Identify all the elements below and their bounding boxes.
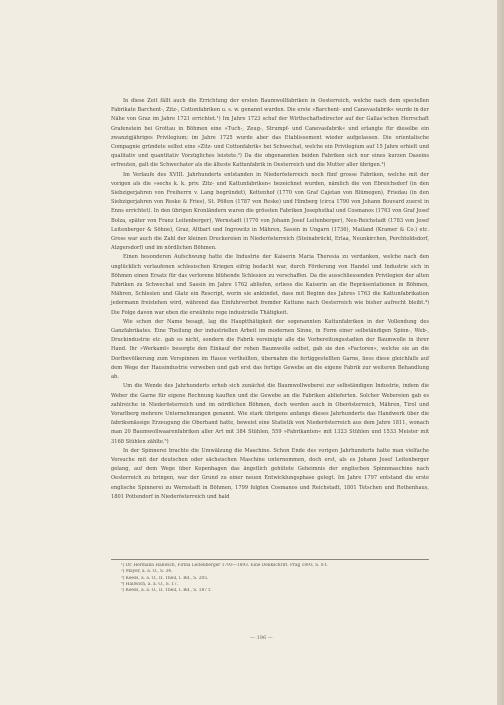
paragraph: In der Spinnerei brachte die Umwälzung die Maschine. Schon Ende des vorigen Jahrhunderts hatte man vielfache Versuche mit der deutschen oder sächsischen Maschine unternommen, doch erst, als es Johann Josef Leitenberger gelang, auf dem Wege über Kopenhagen das ängstlich gehütete Geheimnis der englischen Spinnmaschine nach Oesterreich zu bringen, war der Grund zu einer neuen Entwicklungsphase gelegt. Im Jahre 1797 entstand die erste englische Spinnerei zu Wernstadt in Böhmen, 1799 folgten Cosmanos und Reichstadt, 1801 Tetschen und Rothenhaus, 1801 Pottendorf in Niederösterreich und bald (111, 447, 429, 500)
footnote: ²) Mayer, a. a. O., S. 34. (121, 569, 173, 575)
paragraph: In diese Zeit fällt auch die Errichtung der ersten Baumwollfabriken in Oesterreich, welche nach dem speciellen Fabrikate Barchent-, Zitz-, Cottonfabriken u. s. w. genannt wurden. Die erste »Barchent- und Canevasfabrik« wurde in der Nähe von Graz im Jahre 1721 errichtet.¹) Im Jahre 1723 schuf der Wirthschaftsdirector auf der Gallas'schen Herrschaft Grafenstein bei Grottau in Böhmen eine »Tuch-, Zeug-, Strumpf- und Canevasfabrik« und erlangte für dieselbe ein zwanzigjähriges Privilegium; im Jahre 1725 wurde aber das Etablissement wieder aufgelassen. Die orientalische Compagnie gründete selbst eine »Zitz- und Cottonfabrik« bei Schwechat, welche ein Privilegium auf 15 Jahre erhielt und qualitativ und quantitativ Vorzügliches leistete.²) Da die obgenannten beiden Fabriken sich nur eines kurzen Daseins erfreuten, galt die Schwechater als die älteste Kattunfabrik in Oesterreich und die Mutter aller übrigen.³) (111, 98, 429, 169)
paragraph: Wie schon der Name besagt, lag die Hauptthätigkeit der sogenannten Kattunfabriken in der Vollendung des Ganzfabrikates. Eine Theilung der industriellen Arbeit im modernen Sinne, in Form einer selbständigen Spinn-, Web-, Druckindustrie etc. gab es nicht, sondern die Fabrik vereinigte alle die Vorbereitungsstadien der Baumwolle in ihrer Hand. Ihr »Werkamt« besorgte den Einkauf der rohen Baumwolle selbst, gab sie den »Factoren«, welche sie an die Dorfbevölkerung zum Verspinnen im Hause vertheilten, übernahm die fertiggestellten Garne, liess diese gleichfalls auf dem Wege der Hausindustrie verweben und gab erst das fertige Gewebe an die eigene Fabrik zur weiteren Behandlung ab. (111, 318, 429, 381)
footnote: ⁵) Keess, a. a. O., II. Theil, I. Bd., S. 187 f. (121, 588, 212, 594)
page-number: — 196 — (250, 635, 273, 641)
paragraph: Um die Wende des Jahrhunderts erhob sich zunächst die Baumwollweberei zur selbständigen Industrie, indem die Weber die Garne für eigene Rechnung kauften und die Gewebe an die Fabriken ablieferten. Solcher Webereien gab es zahlreiche in Niederösterreich und im nördlichen Böhmen, doch werden auch in Oberösterreich, Mähren, Tirol und Vorarlberg mehrere Unternehmungen genannt. Wie stark übrigens anfangs dieses Jahrhunderts das Handwerk über die fabriksmässige Erzeugung die Oberhand hatte, beweist eine Statistik von Niederösterreich aus dem Jahre 1811, wonach man 20 Baumwollwaarenfabriken aller Art mit 384 Stühlen, 559 »Fabrikanten« mit 1323 Stühlen und 1533 Meister mit 3168 Stühlen zählte.⁵) (111, 383, 429, 445)
page-edge (497, 0, 504, 705)
footnote: ³) Keess, a. a. O., II. Theil, I. Bd., S. 205. (121, 575, 209, 581)
footnotes (111, 559, 429, 594)
body-text (111, 97, 429, 502)
footnote: ⁴) Hallwich, a. a. O., S. 17. (121, 581, 179, 587)
paragraph: Im Verlaufe des XVIII. Jahrhunderts entstanden in Niederösterreich noch fünf grosse Fabriken, welche mit der vorigen als die »sechs k. k. priv. Zitz- und Kattunfabriken« bezeichnet wurden, nämlich die von Ebreichsdorf (in den Siebzigerjahren von Freiherrn v. Lang begründet), Kettenhof (1770 von Graf Cajetan von Blümegen), Friedau (in den Siebzigerjahren von Reske & Fries), St. Pölten (1787 von Reske) und Himberg (circa 1790 von Johann Bouvard zuerst in Enns errichtet). In den übrigen Kronländern waren die grössten Fabriken Josephsthal und Cosmanos (1763 von Graf Josef Bolza, später von Franz Leitenberger), Wernstadt (1770 von Johann Josef Leitenberger), Neu-Reichstadt (1783 von Josef Leitenberger & Söhne), Graz, Altbart und Ingrowitz in Mähren, Sassin in Ungarn (1736), Mailand (Kramer & Co.) etc. Gross war auch die Zahl der kleinen Druckereien in Niederösterreich (Steinabrückl, Erlaa, Neunkirchen, Perchtoldsdorf, Atzgersdorf) und im nördlichen Böhmen. (111, 171, 429, 252)
footnote: ¹) Dr. Hermann Hallwich, Firma Leitenberger 1793—1893. Eine Denkschrift. Prag 1893, S. 8 f. (121, 563, 328, 568)
paragraph: Einen besonderen Aufschwung hatte die Industrie der Kaiserin Maria Theresia zu verdanken, welche nach den unglücklich verlaufenen schlesischen Kriegen eifrig bedacht war, durch Förderung von Handel und Industrie sich in Böhmen einen Ersatz für das verlorene blühende Schlesien zu verschaffen. Da die ausschliessenden Privilegien der alten Fabriken zu Schwechat und Sassin im Jahre 1762 abliefen, erliess die Kaiserin an die Repräsentationen in Böhmen, Mähren, Schlesien und Glatz ein Rescript, worin sie ankündet, dass mit Beginn des Jahres 1763 die Kattunfabrikation jedermann freistehen wird, während das Einfuhrverbot fremder Kattune nach Oesterreich wie bisher aufrecht bleibt.⁴) Die Folge davon war eben die erwähnte rege industrielle Thätigkeit. (111, 254, 429, 316)
